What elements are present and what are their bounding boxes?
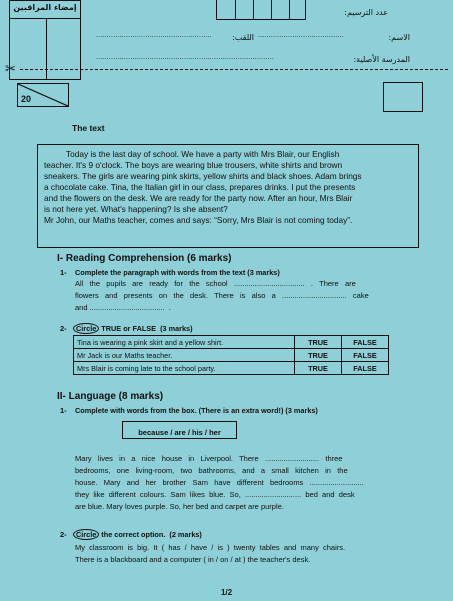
surname-field[interactable]: ...................................................... <box>96 32 212 39</box>
tf-statement: Tina is wearing a pink skirt and a yellow shirt. <box>74 336 295 349</box>
page-number: 1/2 <box>220 588 233 597</box>
score-box <box>17 83 69 107</box>
signature-divider-h <box>10 18 80 19</box>
passage-line: is not here yet. What's happening? Is she absent? <box>44 204 228 214</box>
tf-true-option[interactable]: TRUE <box>295 362 342 375</box>
seat-number-boxes[interactable] <box>216 0 306 20</box>
language-q1-line[interactable]: house. Mary and her brother Sam have different bedrooms .......................... <box>75 478 364 487</box>
passage-line: sneakers. The girls are wearing pink skirts, yellow shirts and black shoes. Adam brings <box>44 171 362 181</box>
language-title: II- Language (8 marks) <box>57 391 164 402</box>
reading-q1-instruction: Complete the paragraph with words from the text (3 marks) <box>75 268 280 277</box>
tf-true-option[interactable]: TRUE <box>295 349 342 362</box>
tf-false-option[interactable]: FALSE <box>342 349 389 362</box>
reading-q2-num: 2- <box>60 324 67 333</box>
language-q2-instruction-text: the correct option. (2 marks) <box>99 530 202 539</box>
table-row <box>74 349 389 362</box>
text-heading: The text <box>72 123 105 133</box>
true-false-table <box>73 335 389 375</box>
seat-number-label: عدد الترسيم: <box>344 8 388 17</box>
observers-signature-label: إمضاء المراقبين <box>13 3 77 12</box>
school-label: المدرسة الأصلية: <box>353 55 410 64</box>
passage-line: teacher. It's 9 o'clock. The boys are wearing blue trousers, white shirts and brown <box>44 160 343 170</box>
observers-signature-box <box>9 0 81 80</box>
reading-q2-instruction-text: TRUE or FALSE (3 marks) <box>99 324 193 333</box>
name-label: الاسم: <box>388 33 410 42</box>
tf-false-option[interactable]: FALSE <box>342 362 389 375</box>
scissors-icon: ✂ <box>5 61 16 76</box>
score-total: 20 <box>21 94 32 104</box>
reading-q1-line[interactable]: flowers and presents on the desk. There is also a ............................... cake <box>75 291 369 300</box>
passage-box <box>37 144 419 248</box>
teacher-mark-box <box>383 82 423 112</box>
tf-statement: Mr Jack is our Maths teacher. <box>74 349 295 362</box>
tf-statement: Mrs Blair is coming late to the school party. <box>74 362 295 375</box>
passage-line: a chocolate cake. Tina, the Italian girl in our class, prepares drinks. I put the presents <box>44 182 356 192</box>
language-q1-line[interactable]: Mary lives in a nice house in Liverpool. There .......................... three <box>75 454 343 463</box>
reading-q1-line[interactable]: and .................................... . <box>75 303 171 312</box>
word-box <box>122 421 237 439</box>
tf-false-option[interactable]: FALSE <box>342 336 389 349</box>
reading-q2-instruction <box>73 324 193 333</box>
table-row <box>74 362 389 375</box>
language-q2-instruction <box>73 530 202 539</box>
tf-true-option[interactable]: TRUE <box>295 336 342 349</box>
table-row <box>74 336 389 349</box>
word-box-text: because / are / his / her <box>138 428 221 437</box>
reading-title: I- Reading Comprehension (6 marks) <box>57 253 232 264</box>
passage-line: Today is the last day of school. We have a party with Mrs Blair, our English <box>66 149 340 159</box>
language-q2-num: 2- <box>60 530 67 539</box>
school-field[interactable]: ................................................................................... <box>96 54 275 61</box>
circle-word: Circle <box>73 529 99 540</box>
passage-line: and the flowers on the desk. We are ready for the party now. After an hour, Mrs Blair <box>44 193 353 203</box>
name-field[interactable]: ........................................ <box>258 32 344 39</box>
cut-line <box>20 69 448 70</box>
language-q1-instruction: Complete with words from the box. (There is an extra word!) (3 marks) <box>75 406 318 415</box>
language-q1-line[interactable]: they like different colours. Sam likes blue. So, ........................... bed and desk <box>75 490 355 499</box>
reading-q1-line[interactable]: All the pupils are ready for the school .................................. . There are <box>75 279 356 288</box>
language-q1-line[interactable]: are blue. Mary loves purple. So, her bed and carpet are purple. <box>75 502 284 511</box>
language-q2-line[interactable]: My classroom is big. It ( has / have / is ) twenty tables and many chairs. <box>75 543 346 552</box>
language-q2-line[interactable]: There is a blackboard and a computer ( in / on / at ) the teacher's desk. <box>75 555 311 564</box>
language-q1-num: 1- <box>60 406 67 415</box>
language-q1-line[interactable]: bedrooms, one living-room, two bathrooms, and a small kitchen in the <box>75 466 348 475</box>
passage-line: Mr John, our Maths teacher, comes and says: “Sorry, Mrs Blair is not coming today”. <box>44 215 353 225</box>
circle-word: Circle <box>73 323 99 334</box>
reading-q1-num: 1- <box>60 268 67 277</box>
surname-label: اللقب: <box>232 33 254 42</box>
